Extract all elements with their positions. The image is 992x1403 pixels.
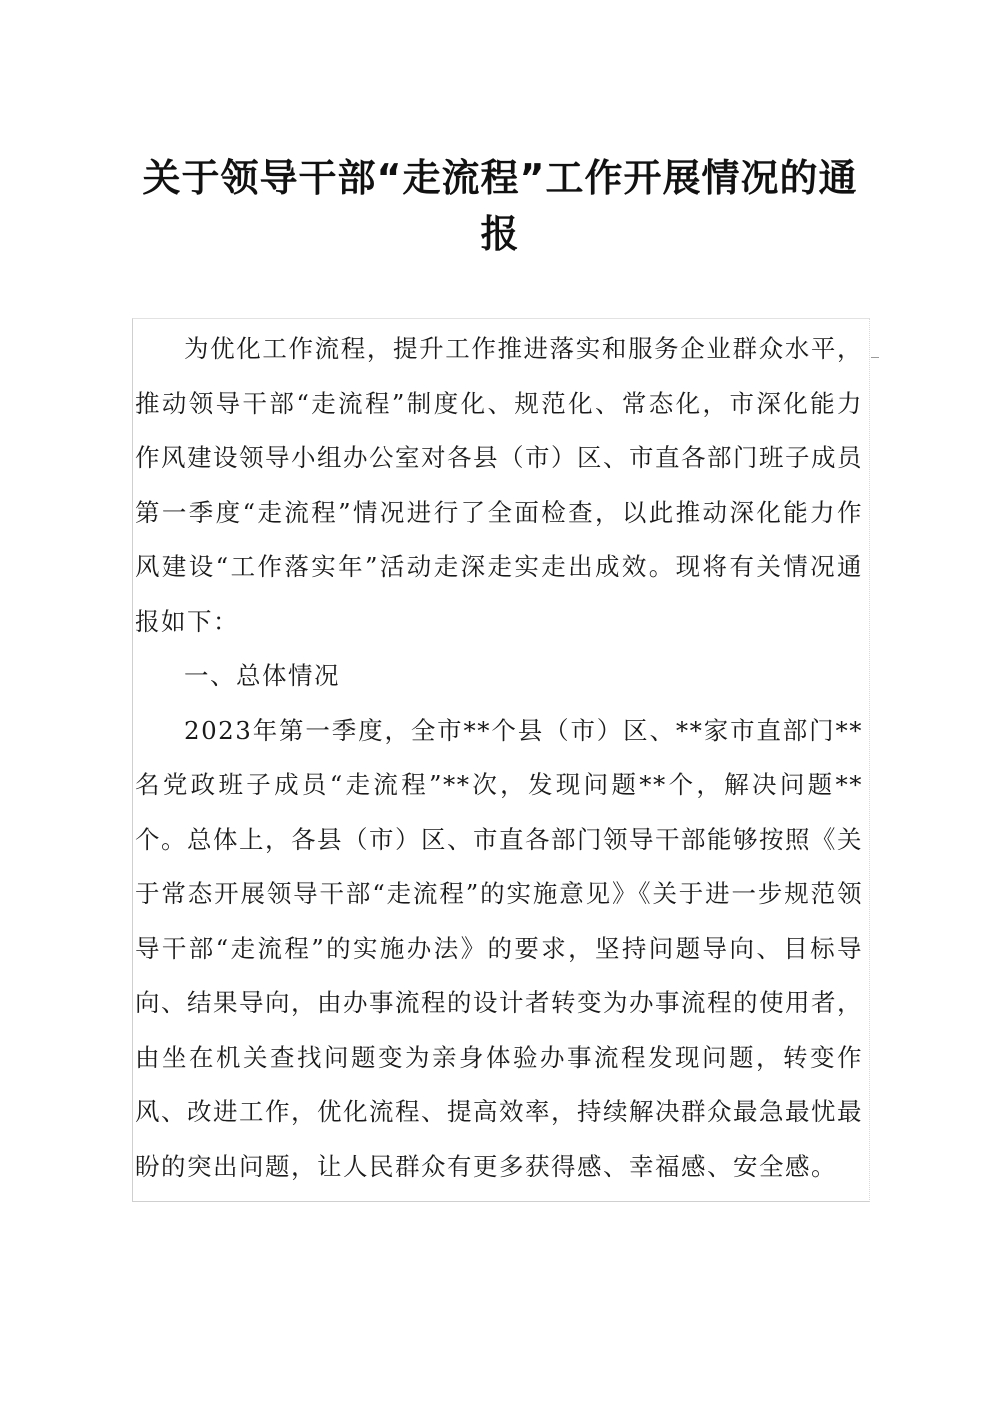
intro-paragraph: 为优化工作流程，提升工作推进落实和服务企业群众水平，推动领导干部“走流程”制度化、规范化、常态化，市深化能力作风建设领导小组办公室对各县（市）区、市直各部门班子成员第一季度“走流程”情况进行了全面检查，以此推动深化能力作风建设“工作落实年”活动走深走实走出成效。现将有关情况通报如下： <box>135 334 863 636</box>
overall-situation-paragraph: 2023年第一季度，全市**个县（市）区、**家市直部门**名党政班子成员“走流程”**次，发现问题**个，解决问题**个。总体上，各县（市）区、市直各部门领导干部能够按照《关于常态开展领导干部“走流程”的实施意见》《关于进一步规范领导干部“走流程”的实施办法》的要求，坚持问题导向、目标导向、结果导向，由办事流程的设计者转变为办事流程的使用者，由坐在机关查找问题变为亲身体验办事流程发现问题，转变作风、改进工作，优化流程、提高效率，持续解决群众最急最忧最盼的突出问题，让人民群众有更多获得感、幸福感、安全感。 <box>135 715 863 1181</box>
frame-margin-mark <box>871 357 879 358</box>
document-title: 关于领导干部“走流程”工作开展情况的通报 <box>142 156 858 256</box>
section-heading-overall: 一、总体情况 <box>184 661 340 690</box>
document-body <box>135 322 863 1194</box>
